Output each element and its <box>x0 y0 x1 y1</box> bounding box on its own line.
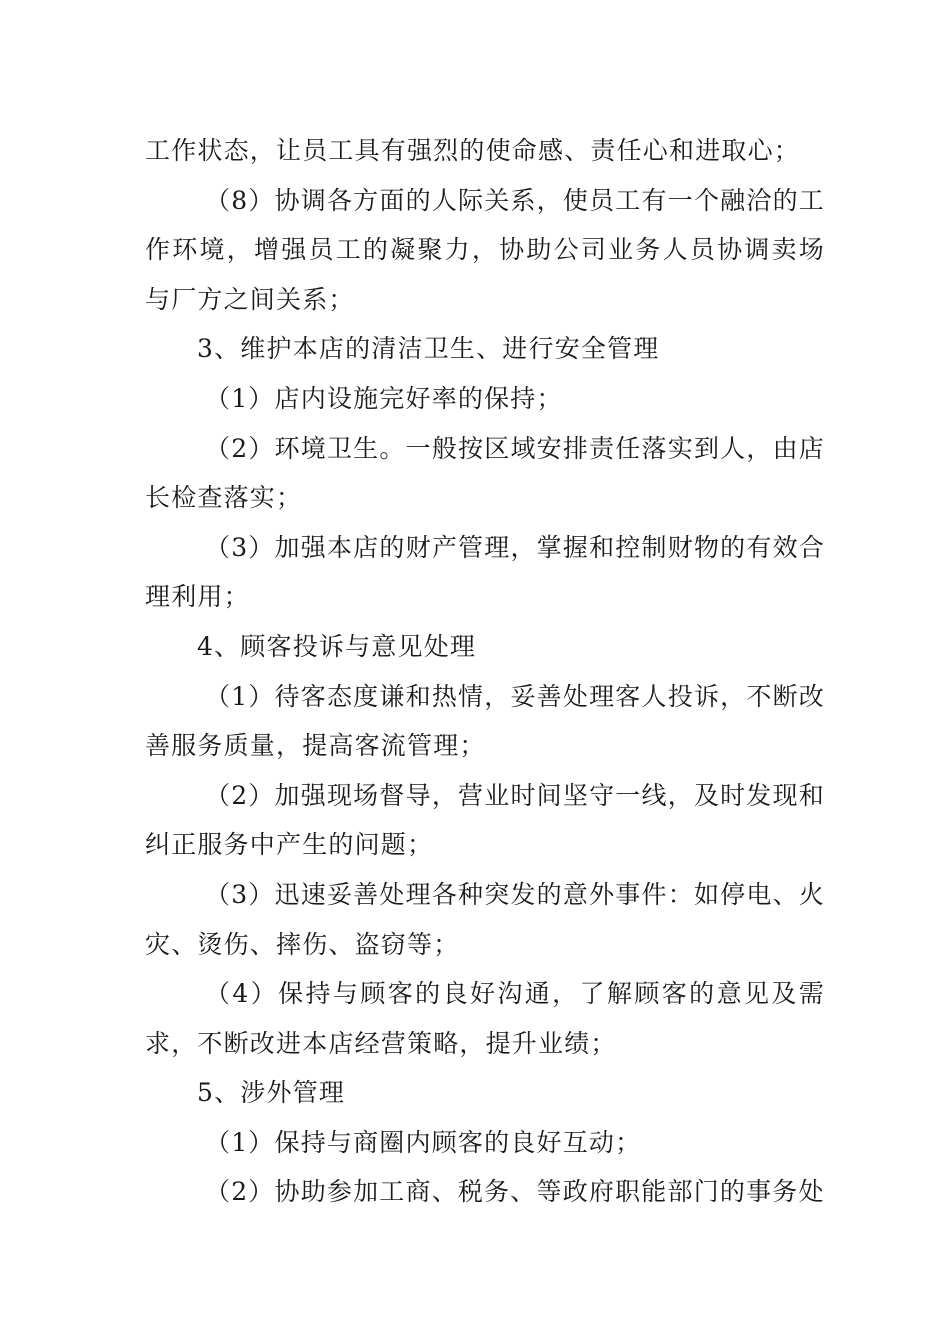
section-heading: 4、顾客投诉与意见处理 <box>197 631 477 661</box>
paragraph-item: （4）保持与顾客的良好沟通，了解顾客的意见及需求，不断改进本店经营策略，提升业绩； <box>145 979 825 1058</box>
paragraph-item: （8）协调各方面的人际关系，使员工有一个融洽的工作环境，增强员工的凝聚力，协助公司业务人员协调卖场与厂方之间关系； <box>145 185 825 314</box>
paragraph-item: （1）店内设施完好率的保持； <box>205 383 563 413</box>
paragraph-item: （2）环境卫生。一般按区域安排责任落实到人，由店长检查落实； <box>145 433 825 513</box>
paragraph-item: （2）协助参加工商、税务、等政府职能部门的事务处 <box>205 1177 825 1207</box>
paragraph-item: （2）加强现场督导，营业时间坚守一线，及时发现和纠正服务中产生的问题； <box>145 780 825 860</box>
paragraph-item: （1）保持与商圈内顾客的良好互动； <box>205 1127 642 1157</box>
paragraph-item: （3）迅速妥善处理各种突发的意外事件：如停电、火灾、烫伤、摔伤、盗窃等； <box>145 879 825 959</box>
document-body <box>145 126 825 1217</box>
paragraph-continuation: 工作状态，让员工具有强烈的使命感、责任心和进取心； <box>145 136 801 165</box>
paragraph-item: （1）待客态度谦和热情，妥善处理客人投诉，不断改善服务质量，提高客流管理； <box>145 681 825 761</box>
section-heading: 3、维护本店的清洁卫生、进行安全管理 <box>197 334 660 364</box>
section-heading: 5、涉外管理 <box>197 1078 346 1108</box>
paragraph-item: （3）加强本店的财产管理，掌握和控制财物的有效合理利用； <box>145 532 825 612</box>
